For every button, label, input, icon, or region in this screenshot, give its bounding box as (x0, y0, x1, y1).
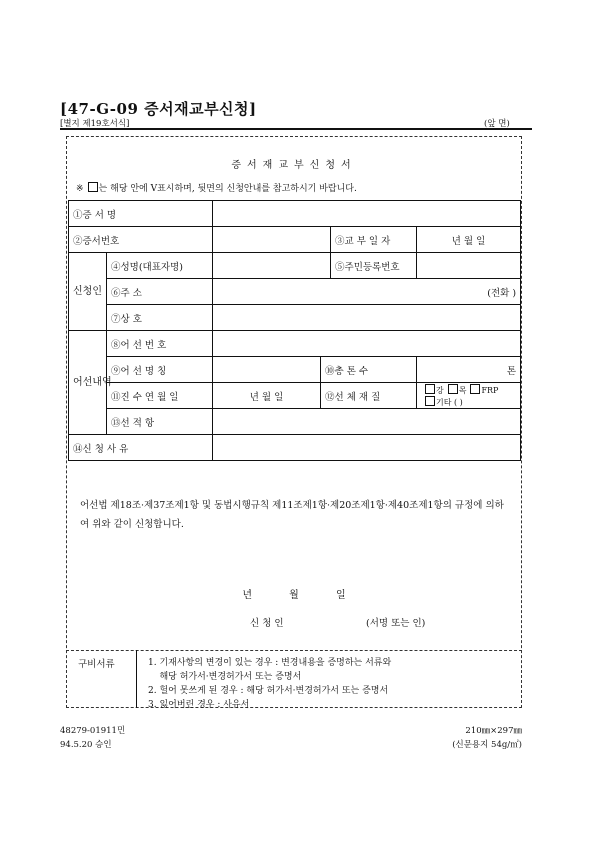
name-label: ④성명(대표자명) (107, 253, 213, 279)
table-row (69, 383, 521, 409)
address-field[interactable] (213, 279, 521, 305)
table-row (69, 357, 521, 383)
resident-no-label: ⑤주민등록번호 (331, 253, 417, 279)
launch-date-field[interactable]: 년 월 일 (213, 383, 321, 409)
vessel-name-label: ⑨어 선 명 칭 (107, 357, 213, 383)
name-field[interactable] (213, 253, 331, 279)
table-row (69, 253, 521, 279)
documents-label: 구비서류 (78, 659, 115, 670)
checkbox-steel[interactable] (425, 384, 435, 394)
table-row (69, 201, 521, 227)
hull-option: 목 (458, 385, 467, 395)
hull-option: 강 (436, 385, 444, 395)
notice (76, 181, 357, 194)
page-side-label: (앞 면) (484, 119, 510, 129)
checkbox-other[interactable] (425, 396, 435, 406)
vessel-name-field[interactable] (213, 357, 321, 383)
table-row (69, 331, 521, 357)
form-number: [별지 제19호서식] (60, 119, 130, 129)
issue-date-field[interactable]: 년 월 일 (417, 227, 521, 253)
applicant-sign-label: 신 청 인 (250, 618, 284, 629)
hull-option: 기타 ( ) (436, 397, 463, 407)
sign-note: (서명 또는 인) (366, 618, 426, 629)
issue-date-label: ③교 부 일 자 (331, 227, 417, 253)
hull-options (417, 383, 521, 409)
resident-no-field[interactable] (417, 253, 521, 279)
address-label: ⑥주 소 (107, 279, 213, 305)
trade-name-field[interactable] (213, 305, 521, 331)
footer-size: 210㎜×297㎜ (465, 726, 522, 736)
vessel-no-label: ⑧어 선 번 호 (107, 331, 213, 357)
hull-option: FRP (481, 385, 499, 395)
phone-note: (전화 ) (487, 287, 517, 299)
reason-field[interactable] (213, 435, 521, 461)
certificate-no-field[interactable] (213, 227, 331, 253)
tonnage-unit: 톤 (506, 365, 517, 377)
footer-code: 48279-01911민 (60, 726, 126, 736)
tonnage-label: ⑩총 톤 수 (321, 357, 417, 383)
table-row (69, 279, 521, 305)
port-label: ⑬선 적 항 (107, 409, 213, 435)
list-item: 2. 헐어 못쓰게 된 경우 : 해당 허가서·변경허가서 또는 증명서 (148, 686, 389, 696)
vessel-group-label: 어선내역 (69, 331, 107, 435)
footer-paper: (신문용지 54g/㎡) (452, 740, 522, 750)
form-title: 증서재교부신청서 (231, 160, 357, 171)
documents-list (148, 656, 391, 712)
applicant-group-label: 신청인 (69, 253, 107, 331)
declaration-text: 어선법 제18조·제37조제1항 및 동법시행규칙 제11조제1항·제20조제1항·제40조제1항의 규정에 의하여 위와 같이 신청합니다. (80, 500, 504, 530)
list-item: 1. 기재사항의 변경이 있는 경우 : 변경내용을 증명하는 서류와 (148, 658, 392, 668)
port-field[interactable] (213, 409, 521, 435)
checkbox-icon (88, 182, 98, 192)
vessel-no-field[interactable] (213, 331, 521, 357)
checkbox-wood[interactable] (448, 384, 458, 394)
notice-mark: ※ (76, 184, 84, 194)
documents-divider (136, 650, 137, 708)
reason-label: ⑭신 청 사 유 (69, 435, 213, 461)
table-row (69, 305, 521, 331)
table-row (69, 435, 521, 461)
certificate-no-label: ②증서번호 (69, 227, 213, 253)
table-row (69, 409, 521, 435)
checkbox-frp[interactable] (470, 384, 480, 394)
tonnage-field[interactable] (417, 357, 521, 383)
certificate-name-label: ①증 서 명 (69, 201, 213, 227)
table-row (69, 227, 521, 253)
trade-name-label: ⑦상 호 (107, 305, 213, 331)
footer-approval: 94.5.20 승인 (60, 740, 112, 750)
list-item: 해당 허가서·변경허가서 또는 증명서 (148, 672, 302, 682)
title-rule (60, 128, 532, 130)
certificate-name-field[interactable] (213, 201, 521, 227)
application-table (68, 200, 521, 461)
document-title: [47-G-09 증서재교부신청] (60, 100, 257, 118)
application-date[interactable]: 년 월 일 (242, 590, 346, 601)
notice-text: 는 해당 안에 V표시하며, 뒷면의 신청안내를 참고하시기 바랍니다. (98, 184, 357, 194)
hull-label: ⑫선 체 재 질 (321, 383, 417, 409)
list-item: 3. 잃어버린 경우 : 사유서 (148, 700, 250, 710)
launch-date-label: ⑪진 수 연 월 일 (107, 383, 213, 409)
